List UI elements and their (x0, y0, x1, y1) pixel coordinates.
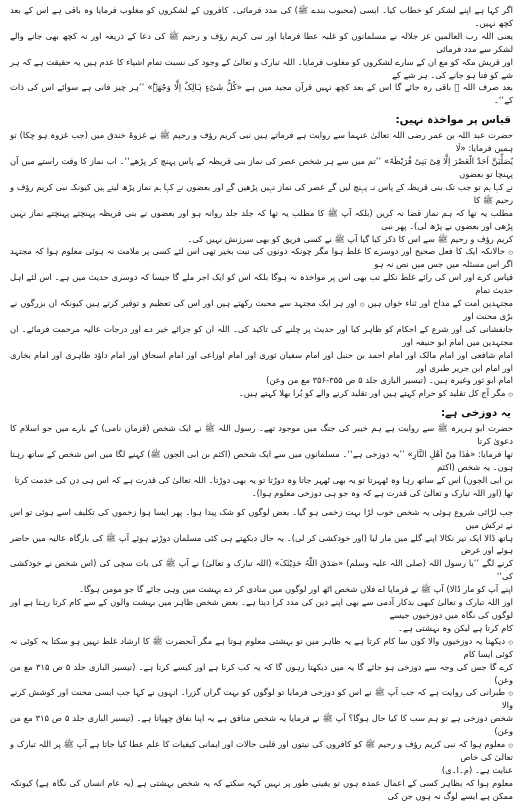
paragraph-line: کرے گا جس کی وجہ سے دوزخی ہو جائے گا یہ میں دیکھتا رہوں گا کہ یہ کب کرتا ہے اور کیسے کرتا ہے۔ (تیسیر الباری جلد ۵ ص ۳۱۵ مع من وعن) (10, 661, 513, 685)
paragraph-line: معلوم ہوا کہ بظاہر کسی کے اعمال عمدہ ہوں تو یقینی طور پر نہیں کہہ سکتے کہ یہ شخص بہشتی ہے (یہ عام انسان کی نگاہ ہے) کیونکہ ممکن ہے ایسے لوگ نہ ہوں جن کی (10, 777, 513, 801)
paragraph-line: کریم رؤف و رحیم ﷺ سے اس کا ذکر کیا گیا آپ ﷺ نے کسی فریق کو بھی سرزنش نہیں کی۔ (187, 233, 513, 244)
paragraph-line: یعنی اللہ رب العالمین عز جلالہ نے مسلمانوں کو غلبہ عطا فرمایا اور نبی کریم رؤف و رحیم ﷺ کی دعا کے ذریعہ اور نہ کچھ بھی جانے والے لشکر سے مدد فرمائی (10, 30, 513, 54)
section-dozakhi (10, 406, 513, 499)
document-page (10, 4, 513, 801)
paragraph-line: بعد صرف اللہ ﷻ باقی رہ جائے گا اس کے بعد کچھ نہیں قرآن مجید میں ہے «کُلُّ شَیْءٍ ہَالِکٌ اِلَّا وَجْھَہٗ» ’’ہر چیز فانی ہے سوائے اس کی ذات کے‘‘۔ (10, 82, 513, 106)
paragraph-line: اگر کہا ہے اپنے لشکر کو خطاب کیا۔ ایسی (محبوب بندے ﷺ) کی مدد فرمائی۔ کافروں کے لشکروں کو مغلوب فرمایا وہ باقی ہے اس کے بعد کچھ نہیں۔ (10, 5, 513, 28)
section-conclusion (10, 738, 513, 803)
paragraph-line: جانفشانی کی اور شرع کے احکام کو ظاہر کیا اور حدیث پر چلنے کی تاکید کی۔ اللہ ان کو جزائے خیر دے اور درجات عالیہ مرحمت فرمائے۔ ان مجتہدین میں امام ابو حنیفہ اور (10, 323, 513, 347)
section-battle (10, 506, 513, 596)
section-mujtahid (10, 245, 513, 400)
paragraph-line: اور اللہ تبارک و تعالیٰ کبھی بدکار آدمی سے بھی اپنے دین کی مدد کرا دیتا ہے۔ بعض شخص ظاہر میں بہشت والوں کے سے کام کرتا رہتا ہے اور لوگوں کی نگاہ میں دوزخیوں جیسے (10, 597, 513, 620)
section-notes (10, 635, 513, 738)
paragraph-line: کرنے لگے ’’یا رسول اللہ (صلی اللہ علیہ وسلم) «صَدَقَ اللّٰہُ حَدِیْثَکَ» (اللہ تبارک و تعالیٰ) نے آپ ﷺ کی بات سچی کی (اس شخص نے خودکشی کی‘‘ (10, 558, 513, 582)
section-heading: قیاس پر مواخذہ نہیں: (395, 114, 511, 127)
paragraph-line: امام شافعی اور امام مالک اور امام احمد بن حنبل اور امام سفیان ثوری اور امام اوزاعی اور امام اسحاق اور امام داؤد ظاہری اور امام بخاری اور امام ابن جریر طبری اور (10, 349, 513, 373)
paragraph-line: بن ابی الجون) اس کے ساتھ رہا وہ ٹھہرتا تو یہ بھی ٹھہر جاتا وہ دوڑتا تو یہ بھی دوڑتا۔ اللہ تعالیٰ کی قدرت ہے کہ اس ہی دن کی خدمت کرتا (14, 474, 513, 485)
paragraph-line: ۞ حالانکہ ایک کا فعل صحیح اور دوسرے کا غلط ہوا مگر چونکہ دونوں کی نیت بخیر تھی اس لئے کسی پر ملامت نہ ہوئی معلوم ہوا کہ مجتہد اگر اس مسئلہ میں جس میں نص نہ ہو (10, 246, 513, 270)
paragraph-line: امام ابو ثور وغیرہ ہیں۔ (تیسیر الباری جلد ۵ ص ۳۵۵-۳۵۶ مع من وعن) (266, 375, 513, 386)
paragraph-line: ۞ معلوم ہوا کہ نبی کریم رؤف و رحیم ﷺ کو کافروں کی نیتوں اور قلبی حالات اور ایمانی کیفیات کا علم عطا کیا جاتا ہے آپ ﷺ پر اللہ تبارک و تعالیٰ کی خاص (10, 739, 513, 762)
paragraph-line: تھا فرمایا: «ھٰذَا مِنْ اَھْلِ النَّارِ» ’’یہ دوزخی ہے‘‘۔ مسلمانوں میں سے ایک شخص (اکثم بن ابی الجون ﷺ) کہنے لگا میں اس شخص کے ساتھ رہتا ہوں۔ یہ شخص (اکثم (10, 449, 513, 472)
paragraph-line: مجتہدین امت کے مداح اور ثناء خواں ہیں ۞ اور ہر ایک مجتہد سے محبت رکھتے ہیں اور اس کی تعظیم و توقیر کرتے ہیں کیونکہ ان بزرگوں نے بڑی محنت اور (10, 298, 513, 321)
paragraph-line: عنایت ہے۔ (م۔ا۔ی) (441, 764, 513, 775)
top-block (10, 4, 513, 107)
paragraph-line: حضرت عبد اللہ بن عمر رضی اللہ تعالیٰ عنہما سے روایت ہے فرماتے ہیں نبی کریم رؤف و رحیم ﷺ نے غزوۂ خندق میں (جب غزوہ ہو چکا) تو ہمیں فرمایا: «لَا (10, 130, 513, 154)
section-qiyas (10, 113, 513, 245)
paragraph-line: قیاس کرے اور اس کی رائے غلط نکلے تب بھی اس پر مواخذہ نہ ہوگا بلکہ اس کو ایک اجر ملے گا جیسا کہ دوسری حدیث میں ہے۔ اس لئے اہل حدیث تمام (10, 272, 513, 296)
paragraph-line: جب لڑائی شروع ہوئی یہ شخص خوب لڑا بہت زخمی ہو گیا۔ بعض لوگوں کو شک پیدا ہوا۔ پھر ایسا ہوا زخموں کی تکلیف اسے ہوئی تو اس نے ترکش میں (10, 506, 513, 530)
paragraph-line: حضرت ابو ہریرہ ﷺ سے روایت ہے ہم خیبر کی جنگ میں موجود تھے۔ رسول اللہ ﷺ نے ایک شخص (قزمان نامی) کے بارے میں جو اسلام کا دعویٰ کرتا (10, 423, 513, 447)
section-heading: یہ دوزخی ہے: (440, 407, 511, 420)
paragraph-line: ہاتھ ڈالا ایک تیر نکالا اپنے گلے میں مار لیا (اور خودکشی کر لی)۔ یہ حال دیکھتے ہی کئی مسلمان دوڑتے ہوئے آپ ﷺ کی بارگاہ عالیہ میں حاضر ہوئے اور عرض (10, 532, 513, 556)
paragraph-line: کام کرتا ہے لیکن وہ بہشتی ہے۔ (398, 622, 513, 633)
paragraph-line: مطلب یہ تھا کہ ہم نماز قضا نہ کریں (بلکہ آپ ﷺ کا مطلب یہ تھا کہ جلد جلد روانہ ہو اور بعضوں نے بنی قریظہ پہنچتے پہنچتے نماز نہیں پڑھی اور بعضوں نے پڑھ لی)۔ پھر نبی (10, 207, 513, 231)
paragraph-line: اور قریش مکہ کو مع ان کے سارے لشکروں کو مغلوب فرمایا۔ اللہ تبارک و تعالیٰ کے وجود کی نسبت تمام اشیاء کا عدم ہیں یہ حقیقت ہے کہ ہر شے کو فنا ہو جانے کی۔ ہر شے کے (10, 56, 513, 80)
footnote-line: ۞ مگر آج کل تقلید کو حرام کہتے ہیں اور تقلید کرنے والے کو بُرا بھلا کہتے ہیں۔ (238, 388, 513, 399)
paragraph-line: نے کہا ہم تو جب تک بنی قریظہ کے پاس نہ پہنچ لیں گے عصر کی نماز نہیں پڑھیں گے اور بعضوں نے کہا ہم نماز پڑھ لیتے ہیں کیونکہ نبی کریم رؤف و رحیم ﷺ کا (10, 181, 513, 205)
paragraph-line: تھا (اور اللہ تبارک و تعالیٰ کی قدرت ہے کہ وہ جو ہی دوزخی معلوم ہوا)۔ (251, 487, 513, 498)
paragraph-line: ۞ طبرانی کی روایت ہے کہ جب آپ ﷺ نے اس کو دوزخی فرمایا تو لوگوں کو بہت گراں گزرا۔ انہوں نے کہا جب ایسی محنت اور کوشش کرنے والا (10, 687, 513, 711)
paragraph-line: اپنے آپ کو مار ڈالا) آپ ﷺ نے فرمایا اے فلاں شخص اٹھ اور لوگوں میں منادی کر دے بہشت میں وہی جائے گا جو مومن ہوگا۔ (78, 584, 513, 595)
paragraph-line: ۞ دیکھنا یہ دوزخیوں والا کون سا کام کرتا ہے یہ ظاہر میں تو بہشتی معلوم ہوتا ہے مگر آنحضرت ﷺ کا ارشاد غلط نہیں ہو سکتا یہ کوئی نہ کوئی ایسا کام (10, 635, 513, 659)
paragraph-line: یُصَلِّیَنَّ اَحَدٌ الْعَصْرَ اِلَّا فِیْ بَنِیْ قُرَیْظَۃَ» ’’تم میں سے ہر شخص عصر کی نماز بنی قریظہ کے پاس پہنچ کر پڑھے‘‘۔ اب نماز کا وقت راستے میں آن پہنچا تو بعضوں (10, 156, 513, 179)
paragraph-line: شخص دوزخی ہے تو ہم سب کا کیا حال ہوگا؟ آپ ﷺ نے فرمایا یہ شخص منافق ہے یہ اپنا نفاق چھپاتا ہے۔ (تیسیر الباری جلد ۵ ص ۳۱۵ مع من وعن) (10, 713, 513, 737)
section-help (10, 596, 513, 635)
